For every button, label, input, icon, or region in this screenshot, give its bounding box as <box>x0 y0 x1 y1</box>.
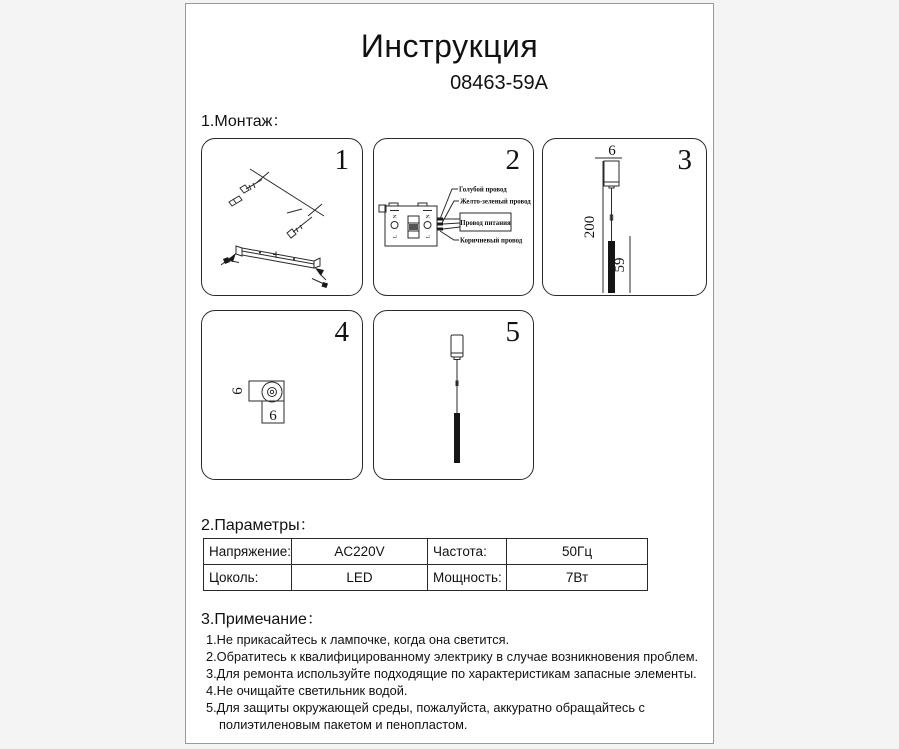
dim-total-length: 200 <box>582 215 598 239</box>
param-value-power: 7Вт <box>507 565 648 591</box>
param-label-frequency: Частота: <box>428 539 507 565</box>
note-item: 5.Для защиты окружающей среды, пожалуйста, аккуратно обращайтесь с полиэтиленовым пакетом и пенопластом. <box>206 700 645 732</box>
note-item: 1.Не прикасайтесь к лампочке, когда она светится. <box>206 632 510 647</box>
panel-number-5: 5 <box>505 316 520 348</box>
wire-label-blue-text: Голубой провод <box>459 186 507 194</box>
screw-icon <box>240 180 262 194</box>
terminal-label-n: N <box>392 214 399 219</box>
suspension-wire <box>610 188 612 241</box>
terminal-label-l: L <box>392 234 399 239</box>
lamp-tube <box>454 413 460 463</box>
note-item: 2.Обратитесь к квалифицированному электрику в случае возникновения проблем. <box>206 649 699 664</box>
canopy-circle <box>262 382 282 402</box>
model-number: 08463-59A <box>450 72 548 94</box>
screw-icon <box>287 209 312 238</box>
mounting-bracket <box>221 246 326 280</box>
param-label-voltage: Напряжение: <box>204 539 292 565</box>
table-row <box>204 539 648 565</box>
panel-number-2: 2 <box>505 144 520 176</box>
note-item: 3.Для ремонта используйте подходящие по характеристикам запасные элементы. <box>206 666 697 681</box>
dim-diameter: 6 <box>608 143 616 159</box>
terminal-label-n: N <box>425 214 432 219</box>
panel-number-4: 4 <box>334 316 349 348</box>
note-item: 4.Не очищайте светильник водой. <box>206 683 408 698</box>
table-row <box>204 565 648 591</box>
wires <box>437 218 460 231</box>
page-title: Инструкция <box>360 28 539 64</box>
param-value-socket: LED <box>292 565 428 591</box>
suspension-wire <box>456 360 458 414</box>
wire-label-yellow-green-text: Желто-зеленый провод <box>460 198 531 206</box>
assembled-lamp-diagram <box>374 311 533 478</box>
wire-label-brown-text: Коричневый провод <box>460 237 523 245</box>
canopy-dimension-diagram <box>202 311 361 478</box>
dim-height: 6 <box>230 387 246 395</box>
panel-assembled <box>373 310 534 480</box>
panel-canopy-view <box>201 310 363 480</box>
dimension-diagram <box>543 139 705 294</box>
wall-plug-icon <box>229 196 242 206</box>
dim-tube-length: 59 <box>612 257 628 273</box>
param-value-voltage: AC220V <box>292 539 428 565</box>
param-label-socket: Цоколь: <box>204 565 292 591</box>
dim-width: 6 <box>269 408 277 424</box>
montage-heading: 1.Монтаж： <box>201 113 289 130</box>
power-cable-box <box>460 213 511 231</box>
wire-label-brown <box>440 231 523 245</box>
notes-heading: 3.Примечание： <box>201 611 323 628</box>
terminal-label-l: L <box>425 234 432 239</box>
instruction-page <box>185 3 714 744</box>
lamp-canopy <box>451 335 463 360</box>
panel-mounting <box>201 138 363 296</box>
terminal-block <box>379 203 437 246</box>
power-cable-label: Провод питания <box>460 220 511 227</box>
mounting-diagram <box>202 139 361 294</box>
panel-number-1: 1 <box>334 144 349 176</box>
panel-dimensions <box>542 138 707 296</box>
wiring-diagram <box>374 139 533 294</box>
param-label-power: Мощность: <box>428 565 507 591</box>
lamp-canopy <box>604 161 619 188</box>
notes-list <box>206 631 699 733</box>
param-value-frequency: 50Гц <box>507 539 648 565</box>
parameters-table <box>203 538 648 591</box>
panel-wiring <box>373 138 534 296</box>
wall-line <box>250 169 324 216</box>
params-heading: 2.Параметры： <box>201 517 316 534</box>
panel-number-3: 3 <box>677 144 692 176</box>
